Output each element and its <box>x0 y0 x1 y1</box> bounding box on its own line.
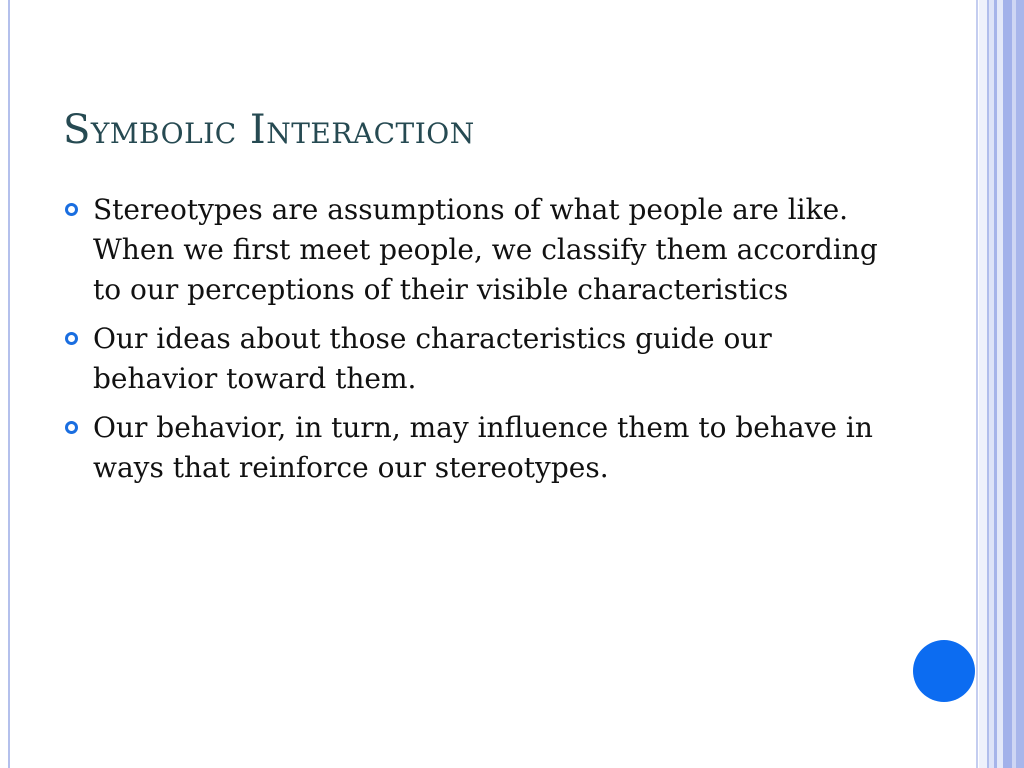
bullet-item <box>64 319 884 399</box>
bullet-text: Our behavior, in turn, may influence them to behave in ways that reinforce our stereotypes. <box>93 411 873 484</box>
bullet-item <box>64 408 884 488</box>
bullet-text: Stereotypes are assumptions of what people are like. When we first meet people, we classify them according to our perceptions of their visible characteristics <box>93 193 878 306</box>
bullet-text: Our ideas about those characteristics guide our behavior toward them. <box>93 322 772 395</box>
ring-bullet-icon <box>65 203 78 216</box>
right-decorative-stripes <box>976 0 1024 768</box>
stripe <box>1003 0 1012 768</box>
stripe <box>1016 0 1024 768</box>
decorative-circle <box>913 640 975 702</box>
ring-bullet-icon <box>65 421 78 434</box>
left-border-line <box>8 0 10 768</box>
ring-bullet-icon <box>65 332 78 345</box>
stripe <box>976 0 978 768</box>
bullet-item <box>64 190 884 310</box>
bullet-list <box>64 190 884 497</box>
stripe <box>979 0 987 768</box>
slide-title: Symbolic Interaction <box>63 107 475 153</box>
